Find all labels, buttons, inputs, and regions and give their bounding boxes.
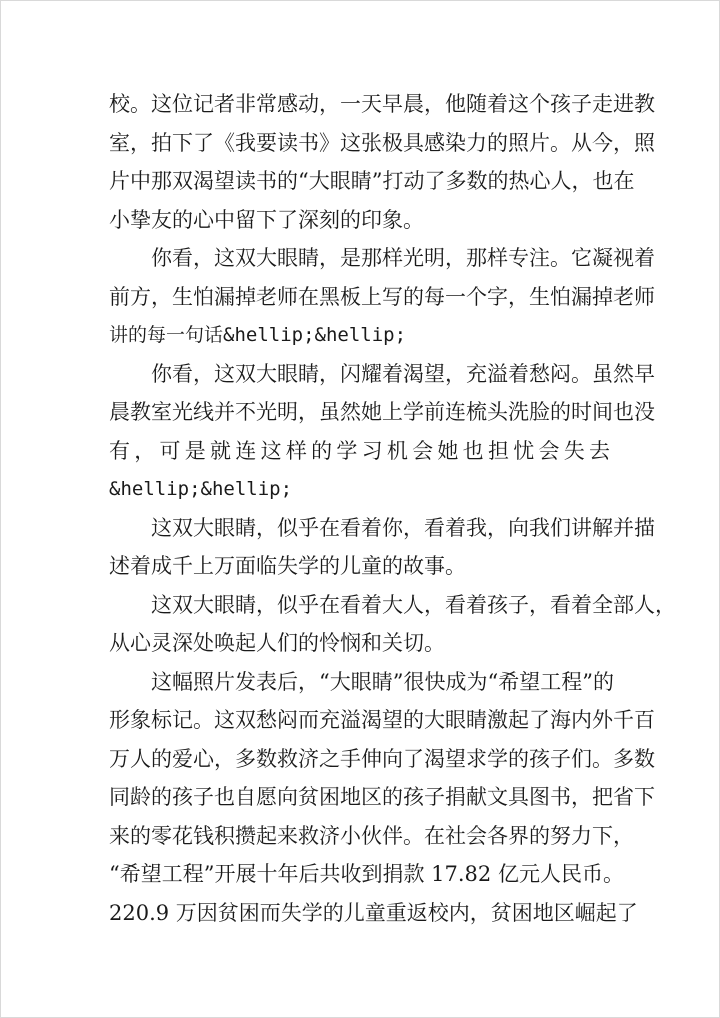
text-line: 同龄的孩子也自愿向贫困地区的孩子捐献文具图书，把省下 — [109, 785, 655, 809]
text-line: 片中那双渴望读书的“大眼睛”打动了多数的热心人，也在 — [109, 169, 635, 193]
text-line: 校。这位记者非常感动，一天早晨，他随着这个孩子走进教 — [109, 92, 655, 116]
text-line: &hellip;&hellip; — [109, 478, 293, 500]
text-line: 万人的爱心，多数救济之手伸向了渴望求学的孩子们。多数 — [109, 746, 655, 771]
text-line: 晨教室光线并不光明，虽然她上学前连梳头洗脸的时间也没 — [109, 400, 655, 424]
text-line: 小挚友的心中留下了深刻的印象。 — [109, 207, 424, 232]
text-line: “希望工程”开展十年后共收到捐款 17.82 亿元人民币。 — [109, 862, 624, 886]
text-line: 220.9 万因贫困而失学的儿童重返校内，贫困地区崛起了 — [109, 900, 638, 925]
text-line: 室，拍下了《我要读书》这张极具感染力的照片。从今，照 — [109, 130, 655, 155]
paragraph — [109, 509, 655, 586]
paragraph — [109, 663, 655, 933]
text-line: 有，可是就连这样的学习机会她也担忧会失去 — [109, 438, 614, 463]
text-line: 这双大眼睛，似乎在看着你，看着我，向我们讲解并描 — [151, 515, 655, 540]
paragraph — [109, 85, 655, 239]
text-line: 述着成千上万面临失学的儿童的故事。 — [109, 554, 466, 578]
text-line: 讲的每一句话&hellip;&hellip; — [109, 324, 407, 346]
paragraph — [109, 355, 655, 509]
text-line: 前方，生怕漏掉老师在黑板上写的每一个字，生怕漏掉老师 — [109, 284, 655, 309]
text-line: 这双大眼睛，似乎在看着大人，看着孩子，看着全部人， — [151, 592, 676, 617]
document-body — [109, 85, 676, 932]
paragraph — [109, 586, 676, 663]
text-line: 这幅照片发表后，“大眼睛”很快成为“希望工程”的 — [151, 669, 614, 694]
paragraph — [109, 239, 655, 355]
text-line: 形象标记。这双愁闷而充溢渴望的大眼睛激起了海内外千百 — [109, 708, 655, 732]
text-line: 你看，这双大眼睛，闪耀着渴望，充溢着愁闷。虽然早 — [151, 361, 655, 386]
text-line: 你看，这双大眼睛，是那样光明，那样专注。它凝视着 — [151, 246, 655, 270]
text-line: 来的零花钱积攒起来救济小伙伴。在社会各界的努力下， — [109, 823, 634, 848]
text-line: 从心灵深处唤起人们的怜悯和关切。 — [109, 631, 445, 655]
